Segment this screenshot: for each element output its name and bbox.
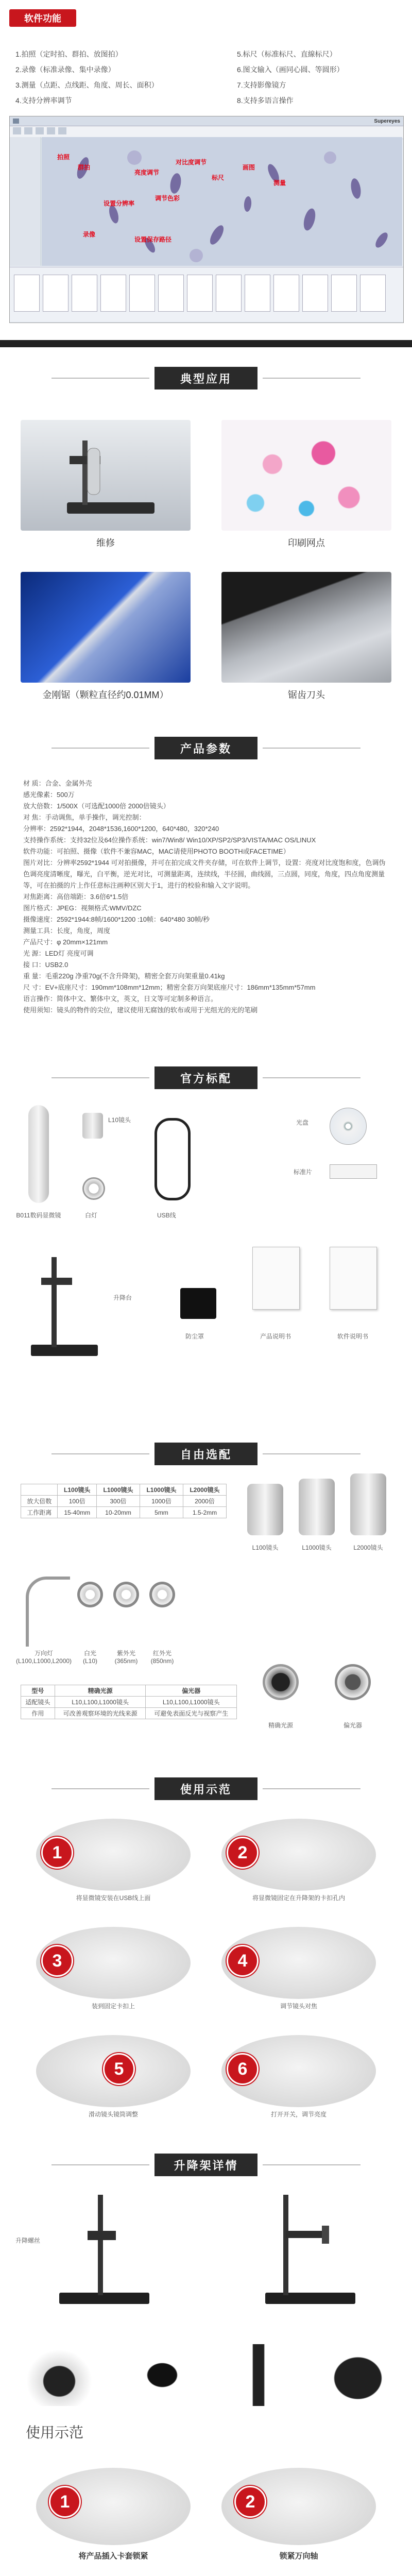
thumbnail-strip (10, 267, 403, 321)
table-header (21, 1484, 58, 1496)
params-list (23, 778, 389, 1016)
annotation-label: 设置分辨率 (104, 200, 135, 207)
param-line: 材 质：合金、金属外壳 (23, 779, 92, 787)
annotation-label: 录像 (83, 231, 96, 238)
app-photo-print (221, 420, 391, 531)
thumbnail[interactable] (129, 275, 155, 312)
thumbnail[interactable] (158, 275, 184, 312)
microscope-image (42, 137, 402, 266)
stand-front-view (52, 2190, 154, 2308)
toolbar-button[interactable] (58, 127, 66, 134)
stand-svg (21, 1247, 103, 1360)
app-caption: 金刚锯（颗粒直径约0.01MM） (42, 690, 169, 700)
annotation-label: 拍照 (57, 154, 70, 161)
package-item: 白灯 (85, 1212, 98, 1219)
table-cell: 放大倍数 (21, 1496, 58, 1507)
thumbnail[interactable] (273, 275, 299, 312)
param-line: 放大倍数：1/500X（可选配1000倍 2000倍镜头） (23, 802, 170, 810)
annotation-label: 群拍 (78, 164, 91, 171)
table-cell: 作用 (21, 1708, 55, 1719)
table-header: L2000镜头 (183, 1484, 226, 1496)
app-caption: 锯齿刀头 (288, 690, 325, 700)
feature-item: 7.支持影像镜方 (237, 81, 286, 89)
thumbnail[interactable] (43, 275, 68, 312)
annotation-label: 设置保存路径 (134, 236, 172, 243)
lens-icon (82, 1113, 103, 1139)
table-cell: 可改善观察环境的光线来源 (55, 1708, 146, 1719)
table-cell: 2000倍 (183, 1496, 226, 1507)
feature-item: 4.支持分辨率调节 (15, 96, 72, 105)
section-divider (0, 340, 412, 347)
step-number: 6 (227, 2053, 259, 2085)
software-section (0, 0, 412, 330)
table-cell: 可避免表面反光与视察产生 (146, 1708, 237, 1719)
table-header: L1000镜头 (140, 1484, 183, 1496)
table-cell: 1.5-2mm (183, 1507, 226, 1518)
optional-title: 自由选配 (154, 1443, 258, 1465)
thumbnail[interactable] (331, 275, 357, 312)
app-titlebar (10, 116, 403, 126)
package-item: 防尘罩 (185, 1333, 204, 1340)
step-text: 将显微镜安装在USB线上面 (76, 1894, 151, 1902)
thumbnail[interactable] (14, 275, 40, 312)
light-ring-icon (82, 1177, 105, 1200)
package-item: B011数码显微镜 (16, 1212, 61, 1219)
optional-section (0, 1443, 412, 1803)
light-label: 红外光 (850nm) (150, 1650, 174, 1665)
thumbnail[interactable] (216, 275, 242, 312)
software-manual-icon (330, 1247, 377, 1310)
light-label: 紫外光 (365nm) (114, 1650, 138, 1665)
step-number: 1 (49, 2486, 81, 2518)
param-line: 语言操作：简体中文、繁体中文，英文，日文等可定制多种语言。 (23, 995, 218, 1003)
thumbnail[interactable] (72, 275, 97, 312)
part-knob (21, 2344, 98, 2406)
param-line: 软件功能：可拍照、摄像（软件不兼容MAC，MAC请使用PHOTO BOOTH或FACETIME） (23, 848, 290, 855)
part-arm (221, 2344, 299, 2406)
step-number: 1 (41, 1837, 73, 1869)
table-cell: 工作距离 (21, 1507, 58, 1518)
app-photo-saw-blade (221, 572, 391, 683)
lens-label: L2000镜头 (353, 1544, 383, 1551)
accessory-table (21, 1685, 237, 1719)
step-number: 3 (41, 1945, 73, 1977)
param-line: 使用须知：镜头的物件的尖位，建议使用无腐蚀的软布或用于光组光的光的笔刷 (23, 1006, 258, 1014)
step-text: 调节镜头对焦 (280, 2003, 317, 2010)
thumbnail[interactable] (360, 275, 386, 312)
param-line: 光 源：LED灯 亮度可调 (23, 950, 94, 957)
lens-label: L100镜头 (252, 1544, 279, 1551)
demo-title: 使用示范 (154, 1777, 258, 1800)
table-header: L1000镜头 (97, 1484, 140, 1496)
accessory-label: 精确光源 (268, 1722, 293, 1729)
thumbnail[interactable] (187, 275, 213, 312)
annotation-label: 标尺 (212, 174, 225, 181)
table-cell: L10,L100,L1000镜头 (55, 1697, 146, 1708)
annotation-label: 亮度调节 (134, 169, 160, 176)
applications-section (0, 355, 412, 716)
dust-cover-icon (180, 1288, 216, 1319)
param-line: 对焦距离：高倍端距：3.6倍6*1.5倍 (23, 893, 129, 901)
lens-table (21, 1484, 227, 1518)
params-section (0, 732, 412, 1051)
table-cell: 300倍 (97, 1496, 140, 1507)
params-title: 产品参数 (154, 737, 258, 759)
step-number: 4 (227, 1945, 259, 1977)
table-cell: 10-20mm (97, 1507, 140, 1518)
app-caption: 维修 (96, 538, 115, 548)
param-line: 接 口：USB2.0 (23, 961, 68, 969)
step-number: 5 (103, 2053, 135, 2085)
table-cell: 15-40mm (58, 1507, 97, 1518)
polarizer-product (335, 1664, 371, 1700)
part-clamp (124, 2344, 201, 2406)
step-text: 打开开关，调节亮度 (270, 2111, 327, 2118)
usb-cable-icon (154, 1118, 191, 1200)
param-line: 重 量：毛重220g 净重70g(不含升降架)，精密全套万向架重量0.41kg (23, 972, 225, 980)
stand-icon (21, 1247, 103, 1360)
table-header: L100镜头 (58, 1484, 97, 1496)
app-screenshot (9, 116, 404, 323)
light-head (113, 1582, 139, 1607)
step-text: 将产品插入卡套锁紧 (78, 2552, 148, 2561)
stand-side-svg (258, 2190, 360, 2308)
param-line: 分辨率：2592*1944，2048*1536,1600*1200，640*480，320*240 (23, 825, 219, 833)
app-photo-repair (21, 420, 191, 531)
param-line: 测量工具：长度，角度，周度 (23, 927, 111, 935)
lens-product (350, 1473, 386, 1535)
step-text: 装到固定卡扣上 (91, 2003, 135, 2010)
step-number: 2 (227, 1837, 259, 1869)
lens-product (299, 1479, 335, 1535)
param-line: 图片格式：JPEG：视频格式:WMV/DZC (23, 904, 142, 912)
cell-image-svg (42, 137, 402, 266)
microscope-body-icon (28, 1105, 49, 1203)
features-left (15, 46, 159, 108)
features-right (237, 46, 344, 108)
part-base (319, 2344, 397, 2406)
stand-front-svg (52, 2190, 154, 2308)
applications-title: 典型应用 (154, 367, 258, 389)
thumbnail[interactable] (302, 275, 328, 312)
feature-item: 5.标尺（标准标尺、直線标尺） (237, 50, 337, 58)
calibration-slide-icon (330, 1164, 377, 1179)
table-cell: 适配镜头 (21, 1697, 55, 1708)
param-line: 对 焦：手动调焦，单手操作，调光控制： (23, 814, 146, 821)
step-text: 锁紧万向轴 (279, 2552, 318, 2561)
feature-item: 6.图文输入（画同心圆、等圆形） (237, 65, 344, 74)
feature-item: 3.测量（点距、点线距、角度、周长、面积） (15, 81, 159, 89)
package-item: USB线 (157, 1212, 176, 1219)
stand-title: 升降架详情 (154, 2154, 258, 2176)
step-text: 将显微镜固定在升降架的卡扣孔内 (252, 1894, 345, 1902)
toolbar-button[interactable] (13, 127, 21, 134)
annotation-label: 对比度调节 (176, 159, 207, 166)
stand-side-view (258, 2190, 360, 2308)
package-item: L10镜头 (108, 1116, 131, 1124)
package-item: 产品说明书 (260, 1333, 291, 1340)
accessory-label: 偏光器 (343, 1722, 362, 1729)
cd-icon (330, 1108, 367, 1145)
usage-section (0, 2421, 412, 2576)
package-item: 光盘 (296, 1119, 309, 1126)
lens-product (247, 1484, 283, 1535)
annotation-label: 调节色彩 (155, 195, 180, 202)
toolbar-button[interactable] (24, 127, 32, 134)
package-title: 官方标配 (154, 1066, 258, 1089)
table-header: 型号 (21, 1685, 55, 1697)
annotation-label: 画图 (243, 164, 255, 171)
feature-item: 2.录像（标准录像、集中录像） (15, 65, 115, 74)
param-line: 产品尺寸：φ 20mm×121mm (23, 938, 108, 946)
light-head (77, 1582, 103, 1607)
app-title: Supereyes (374, 118, 400, 124)
gooseneck-light (26, 1577, 70, 1647)
app-menu-icon[interactable] (13, 118, 19, 124)
step-number: 2 (234, 2486, 266, 2518)
manual-icon (252, 1247, 300, 1310)
package-section (0, 1066, 412, 1463)
step-text: 滑动镜头镜筒调整 (88, 2111, 138, 2118)
package-item: 标准片 (294, 1168, 313, 1176)
thumbnail[interactable] (245, 275, 270, 312)
package-item: 升降台 (113, 1294, 132, 1301)
demo-section (0, 1777, 412, 2169)
app-photo-diamond-saw (21, 572, 191, 683)
table-header: 精确光源 (55, 1685, 146, 1697)
annotation-label: 测量 (273, 179, 286, 187)
param-line: 尺 寸：EV+底座尺寸：190mm*108mm*12mm；精密全套万向架底座尺寸：186mm*135mm*57mm (23, 984, 316, 991)
light-head (149, 1582, 175, 1607)
table-cell: 100倍 (58, 1496, 97, 1507)
table-header: 偏光器 (146, 1685, 237, 1697)
light-label: 万向灯 (L100,L1000,L2000) (15, 1650, 72, 1665)
microscope-stand-illustration (21, 420, 191, 531)
table-cell: 5mm (140, 1507, 183, 1518)
app-caption: 印刷网点 (288, 538, 325, 548)
precise-light-product (263, 1664, 299, 1700)
param-line: 感光像素：500万 (23, 791, 75, 799)
table-cell: L10,L100,L1000镜头 (146, 1697, 237, 1708)
param-line: 支持操作系统：支持32位及64位操作系统：win7/Win8/ Win10/XP/SP2/SP3/VISTA/MAC OS/LINUX (23, 836, 316, 844)
app-left-panel (10, 137, 41, 266)
toolbar-button[interactable] (47, 127, 55, 134)
param-line: 摄像速度：2592*1944:8帧/1600*1200 :10帧：640*480 30帧/秒 (23, 916, 210, 923)
lens-label: L1000镜头 (302, 1544, 332, 1551)
feature-item: 8.支持多语言操作 (237, 96, 294, 105)
usage-title: 使用示范 (26, 2425, 84, 2441)
toolbar-button[interactable] (36, 127, 44, 134)
param-line: 图片对比：分辨率2592*1944 可对拍摄像，并可在拍完成文件夹存储，可在软件上调节，设置：亮度对比度饱和度，色调伪色调亮度清晰度，曝光，白平衡，逆光对比，可测量距离，连续线，半径圆，曲线圆，三点圆，同度，角度，四点角度测量等，可在拍摄的片上作任意标注画种区别大于1，进行的校验和输入文字说明。 (23, 859, 386, 889)
package-item: 软件说明书 (337, 1333, 368, 1340)
software-badge: 软件功能 (9, 9, 76, 27)
feature-item: 1.拍照（定时拍、群拍、放图拍） (15, 50, 123, 58)
light-label: 白光 (L10) (82, 1650, 97, 1665)
thumbnail[interactable] (100, 275, 126, 312)
stand-label: 升降螺丝 (15, 2237, 41, 2244)
table-cell: 1000倍 (140, 1496, 183, 1507)
